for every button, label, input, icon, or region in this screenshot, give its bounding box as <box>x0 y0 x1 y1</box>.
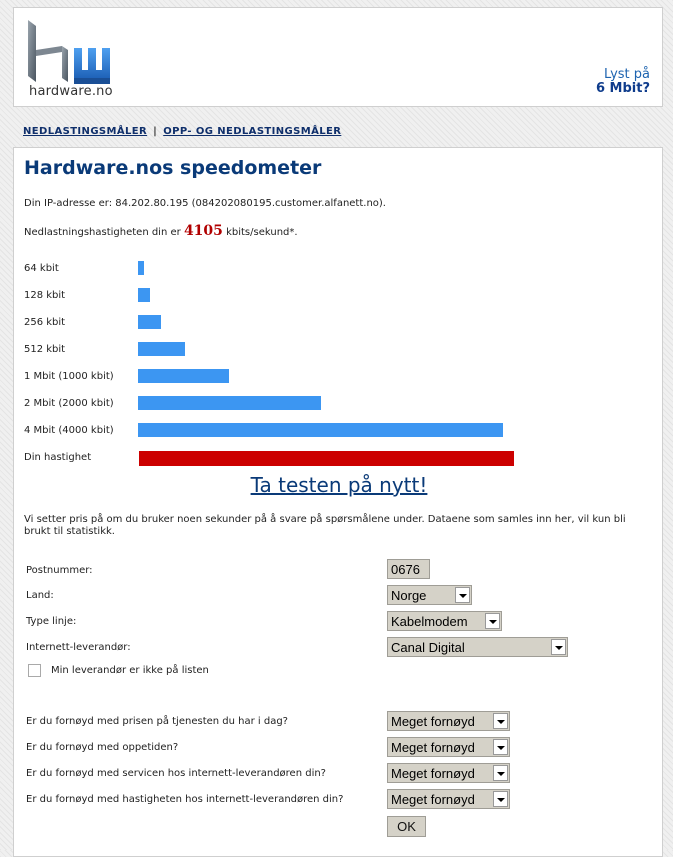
bar-label: Din hastighet <box>24 452 92 463</box>
ip-address-text: Din IP-adresse er: 84.202.80.195 (084202080195.customer.alfanett.no). <box>24 198 386 209</box>
question-price-label: Er du fornøyd med prisen på tjenesten du har i dag? <box>26 716 288 727</box>
question-price-value: Meget fornøyd <box>391 714 475 729</box>
bar-label: 256 kbit <box>24 317 66 328</box>
question-speed-label: Er du fornøyd med hastigheten hos internett-leverandøren din? <box>26 794 344 805</box>
bar-label: 4 Mbit (4000 kbit) <box>24 425 114 436</box>
not-listed-label: Min leverandør er ikke på listen <box>51 665 209 676</box>
speed-bar <box>138 396 321 410</box>
ok-button[interactable]: OK <box>387 816 426 837</box>
hardware-logo-icon[interactable] <box>28 20 124 90</box>
question-uptime-label: Er du fornøyd med oppetiden? <box>26 742 179 753</box>
promo-line1[interactable]: Lyst på <box>604 67 650 82</box>
site-header <box>13 7 663 107</box>
bar-row <box>24 396 624 412</box>
speed-bar <box>138 423 503 437</box>
land-select[interactable] <box>387 585 472 605</box>
chevron-down-icon[interactable] <box>493 739 508 755</box>
speed-result <box>24 223 298 239</box>
question-service-select[interactable] <box>387 763 510 783</box>
bar-label: 1 Mbit (1000 kbit) <box>24 371 114 382</box>
speed-bar <box>138 288 150 302</box>
land-label: Land: <box>26 590 54 601</box>
promo-line2[interactable]: 6 Mbit? <box>595 81 650 96</box>
question-uptime-select[interactable] <box>387 737 510 757</box>
bar-row <box>24 288 624 304</box>
chevron-down-icon[interactable] <box>551 639 566 655</box>
speed-bar <box>138 315 161 329</box>
bar-row <box>24 342 624 358</box>
question-speed-select[interactable] <box>387 789 510 809</box>
question-speed-value: Meget fornøyd <box>391 792 475 807</box>
postnummer-label: Postnummer: <box>26 565 93 576</box>
type-linje-value: Kabelmodem <box>391 614 468 629</box>
speed-bar <box>138 261 144 275</box>
own-speed-bar <box>139 451 514 466</box>
bar-row <box>24 315 624 331</box>
type-linje-label: Type linje: <box>26 616 77 627</box>
question-service-value: Meget fornøyd <box>391 766 475 781</box>
leverandor-select[interactable] <box>387 637 568 657</box>
chevron-down-icon[interactable] <box>493 765 508 781</box>
not-listed-checkbox[interactable] <box>28 664 41 677</box>
leverandor-label: Internett-leverandør: <box>26 642 131 653</box>
bar-row-own-speed <box>24 450 624 466</box>
speed-suffix: kbits/sekund*. <box>226 227 298 238</box>
promo-link[interactable] <box>596 68 650 96</box>
tab-navigation <box>23 126 341 137</box>
page-title: Hardware.nos speedometer <box>24 157 322 179</box>
speed-value: 4105 <box>183 223 223 239</box>
chevron-down-icon[interactable] <box>485 613 500 629</box>
speed-prefix: Nedlastningshastigheten din er <box>24 227 181 238</box>
postnummer-input[interactable]: 0676 <box>387 559 430 579</box>
bar-row <box>24 369 624 385</box>
speed-bar <box>138 369 229 383</box>
bar-row <box>24 423 624 439</box>
tab-download-meter[interactable]: NEDLASTINGSMÅLER <box>23 126 148 137</box>
bar-row <box>24 261 624 277</box>
bar-label: 64 kbit <box>24 263 59 274</box>
main-content <box>13 147 663 857</box>
leverandor-value: Canal Digital <box>391 640 465 655</box>
question-service-label: Er du fornøyd med servicen hos internett-leverandøren din? <box>26 768 326 779</box>
nav-separator: | <box>153 126 158 137</box>
bar-label: 512 kbit <box>24 344 66 355</box>
question-price-select[interactable] <box>387 711 510 731</box>
logo-text[interactable]: hardware.no <box>29 84 113 99</box>
chevron-down-icon[interactable] <box>493 791 508 807</box>
chevron-down-icon[interactable] <box>455 587 470 603</box>
survey-intro-text: Vi setter pris på om du bruker noen sekunder på å svare på spørsmålene under. Dataene som samles inn her, vil kun bli brukt til statistikk. <box>24 514 626 537</box>
bar-label: 2 Mbit (2000 kbit) <box>24 398 114 409</box>
land-value: Norge <box>391 588 427 603</box>
bar-label: 128 kbit <box>24 290 66 301</box>
retest-link[interactable]: Ta testen på nytt! <box>250 473 428 497</box>
type-linje-select[interactable] <box>387 611 502 631</box>
chevron-down-icon[interactable] <box>493 713 508 729</box>
speed-bar <box>138 342 185 356</box>
question-uptime-value: Meget fornøyd <box>391 740 475 755</box>
tab-up-down-meter[interactable]: OPP- OG NEDLASTINGSMÅLER <box>163 126 342 137</box>
